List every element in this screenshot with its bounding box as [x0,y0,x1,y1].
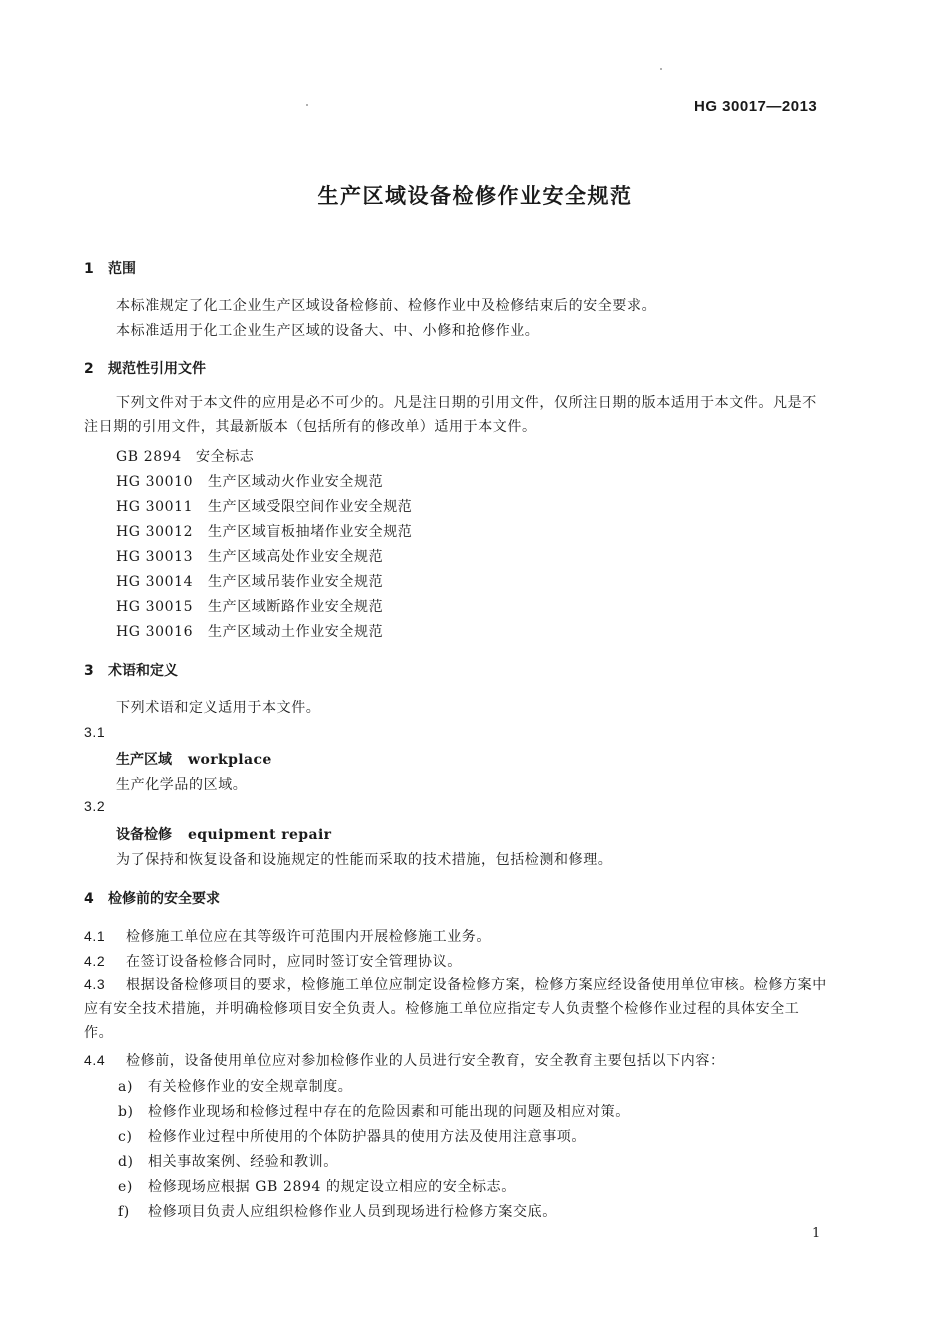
list-item [118,1076,352,1096]
list-item [118,1176,516,1196]
section-3-intro: 下列术语和定义适用于本文件。 [116,700,321,716]
list-text: 检修作业过程中所使用的个体防护器具的使用方法及使用注意事项。 [148,1129,586,1145]
page-title: 生产区域设备检修作业安全规范 [317,184,633,208]
section-title: 检修前的安全要求 [108,891,220,907]
reference-title: 生产区域高处作业安全规范 [208,549,384,565]
clause-number: 4.4 [84,1052,106,1068]
page-number: 1 [812,1226,821,1241]
list-marker: e) [118,1179,133,1195]
reference-title: 生产区域吊装作业安全规范 [208,574,384,590]
reference-title: 生产区域动土作业安全规范 [208,624,384,640]
section-title: 规范性引用文件 [108,361,206,377]
reference-title: 生产区域动火作业安全规范 [208,474,384,490]
list-marker: d) [118,1154,134,1170]
term-definition: 为了保持和恢复设备和设施规定的性能而采取的技术措施，包括检测和修理。 [116,852,613,868]
section-2-heading [84,358,206,378]
list-item [118,1151,338,1171]
term-zh: 设备检修 [116,827,172,843]
reference-item [116,621,383,641]
reference-code: HG 30015 [116,599,194,615]
term-zh: 生产区域 [116,752,172,768]
clause [84,1050,725,1070]
term-en: workplace [188,752,272,768]
reference-code: HG 30014 [116,574,194,590]
reference-title: 安全标志 [196,449,255,465]
section-1-heading [84,258,136,278]
reference-title: 生产区域受限空间作业安全规范 [208,499,413,515]
reference-title: 生产区域断路作业安全规范 [208,599,384,615]
term-number: 3.2 [84,798,106,814]
reference-item [116,546,383,566]
term-heading [116,824,331,844]
reference-code: HG 30013 [116,549,194,565]
reference-code: GB 2894 [116,449,182,465]
clause-number: 4.2 [84,953,106,969]
reference-item [116,521,412,541]
section-number: 3 [84,663,94,679]
term-en: equipment repair [188,827,332,843]
clause [84,951,462,971]
list-item [118,1126,586,1146]
section-number: 1 [84,261,94,277]
clause-text: 检修施工单位应在其等级许可范围内开展检修施工业务。 [126,929,491,945]
scan-speck [660,68,662,70]
reference-item [116,496,412,516]
list-item [118,1201,557,1221]
section-2-intro: 下列文件对于本文件的应用是必不可少的。凡是注日期的引用文件，仅所注日期的版本适用于本文件。凡是不注日期的引用文件，其最新版本（包括所有的修改单）适用于本文件。 [84,395,817,435]
standard-code: HG 30017—2013 [694,98,818,115]
clause-text: 检修前，设备使用单位应对参加检修作业的人员进行安全教育，安全教育主要包括以下内容： [126,1053,725,1069]
clause [84,972,828,1045]
section-1-paragraph: 本标准适用于化工企业生产区域的设备大、中、小修和抢修作业。 [116,323,540,339]
list-text: 有关检修作业的安全规章制度。 [148,1079,353,1095]
section-4-heading [84,888,220,908]
clause-number: 4.1 [84,928,106,944]
list-text: 检修项目负责人应组织检修作业人员到现场进行检修方案交底。 [148,1204,557,1220]
list-marker: c) [118,1129,133,1145]
list-marker: b) [118,1104,134,1120]
term-definition: 生产化学品的区域。 [116,777,248,793]
term-heading [116,749,272,769]
reference-code: HG 30011 [116,499,194,515]
section-title: 范围 [108,261,136,277]
reference-code: HG 30016 [116,624,194,640]
clause-text: 根据设备检修项目的要求，检修施工单位应制定设备检修方案，检修方案应经设备使用单位审核。检修方案中应有安全技术措施，并明确检修项目安全负责人。检修施工单位应指定专人负责整个检修作业过程的具体安全工作。 [84,977,827,1041]
section-number: 4 [84,891,94,907]
reference-item [116,571,383,591]
reference-item [116,596,383,616]
section-number: 2 [84,361,94,377]
list-text: 相关事故案例、经验和教训。 [148,1154,338,1170]
list-marker: a) [118,1079,134,1095]
list-marker: f) [118,1204,130,1220]
section-3-heading [84,660,178,680]
list-text: 检修现场应根据 GB 2894 的规定设立相应的安全标志。 [148,1179,516,1195]
term-number: 3.1 [84,724,106,740]
clause-text: 在签订设备检修合同时，应同时签订安全管理协议。 [126,954,462,970]
clause-number: 4.3 [84,976,106,992]
reference-item [116,471,383,491]
section-1-paragraph: 本标准规定了化工企业生产区域设备检修前、检修作业中及检修结束后的安全要求。 [116,298,657,314]
section-title: 术语和定义 [108,663,178,679]
reference-title: 生产区域盲板抽堵作业安全规范 [208,524,413,540]
list-text: 检修作业现场和检修过程中存在的危险因素和可能出现的问题及相应对策。 [148,1104,630,1120]
list-item [118,1101,630,1121]
reference-item [116,446,254,466]
clause [84,926,491,946]
reference-code: HG 30012 [116,524,194,540]
scan-speck [306,104,308,106]
reference-code: HG 30010 [116,474,194,490]
